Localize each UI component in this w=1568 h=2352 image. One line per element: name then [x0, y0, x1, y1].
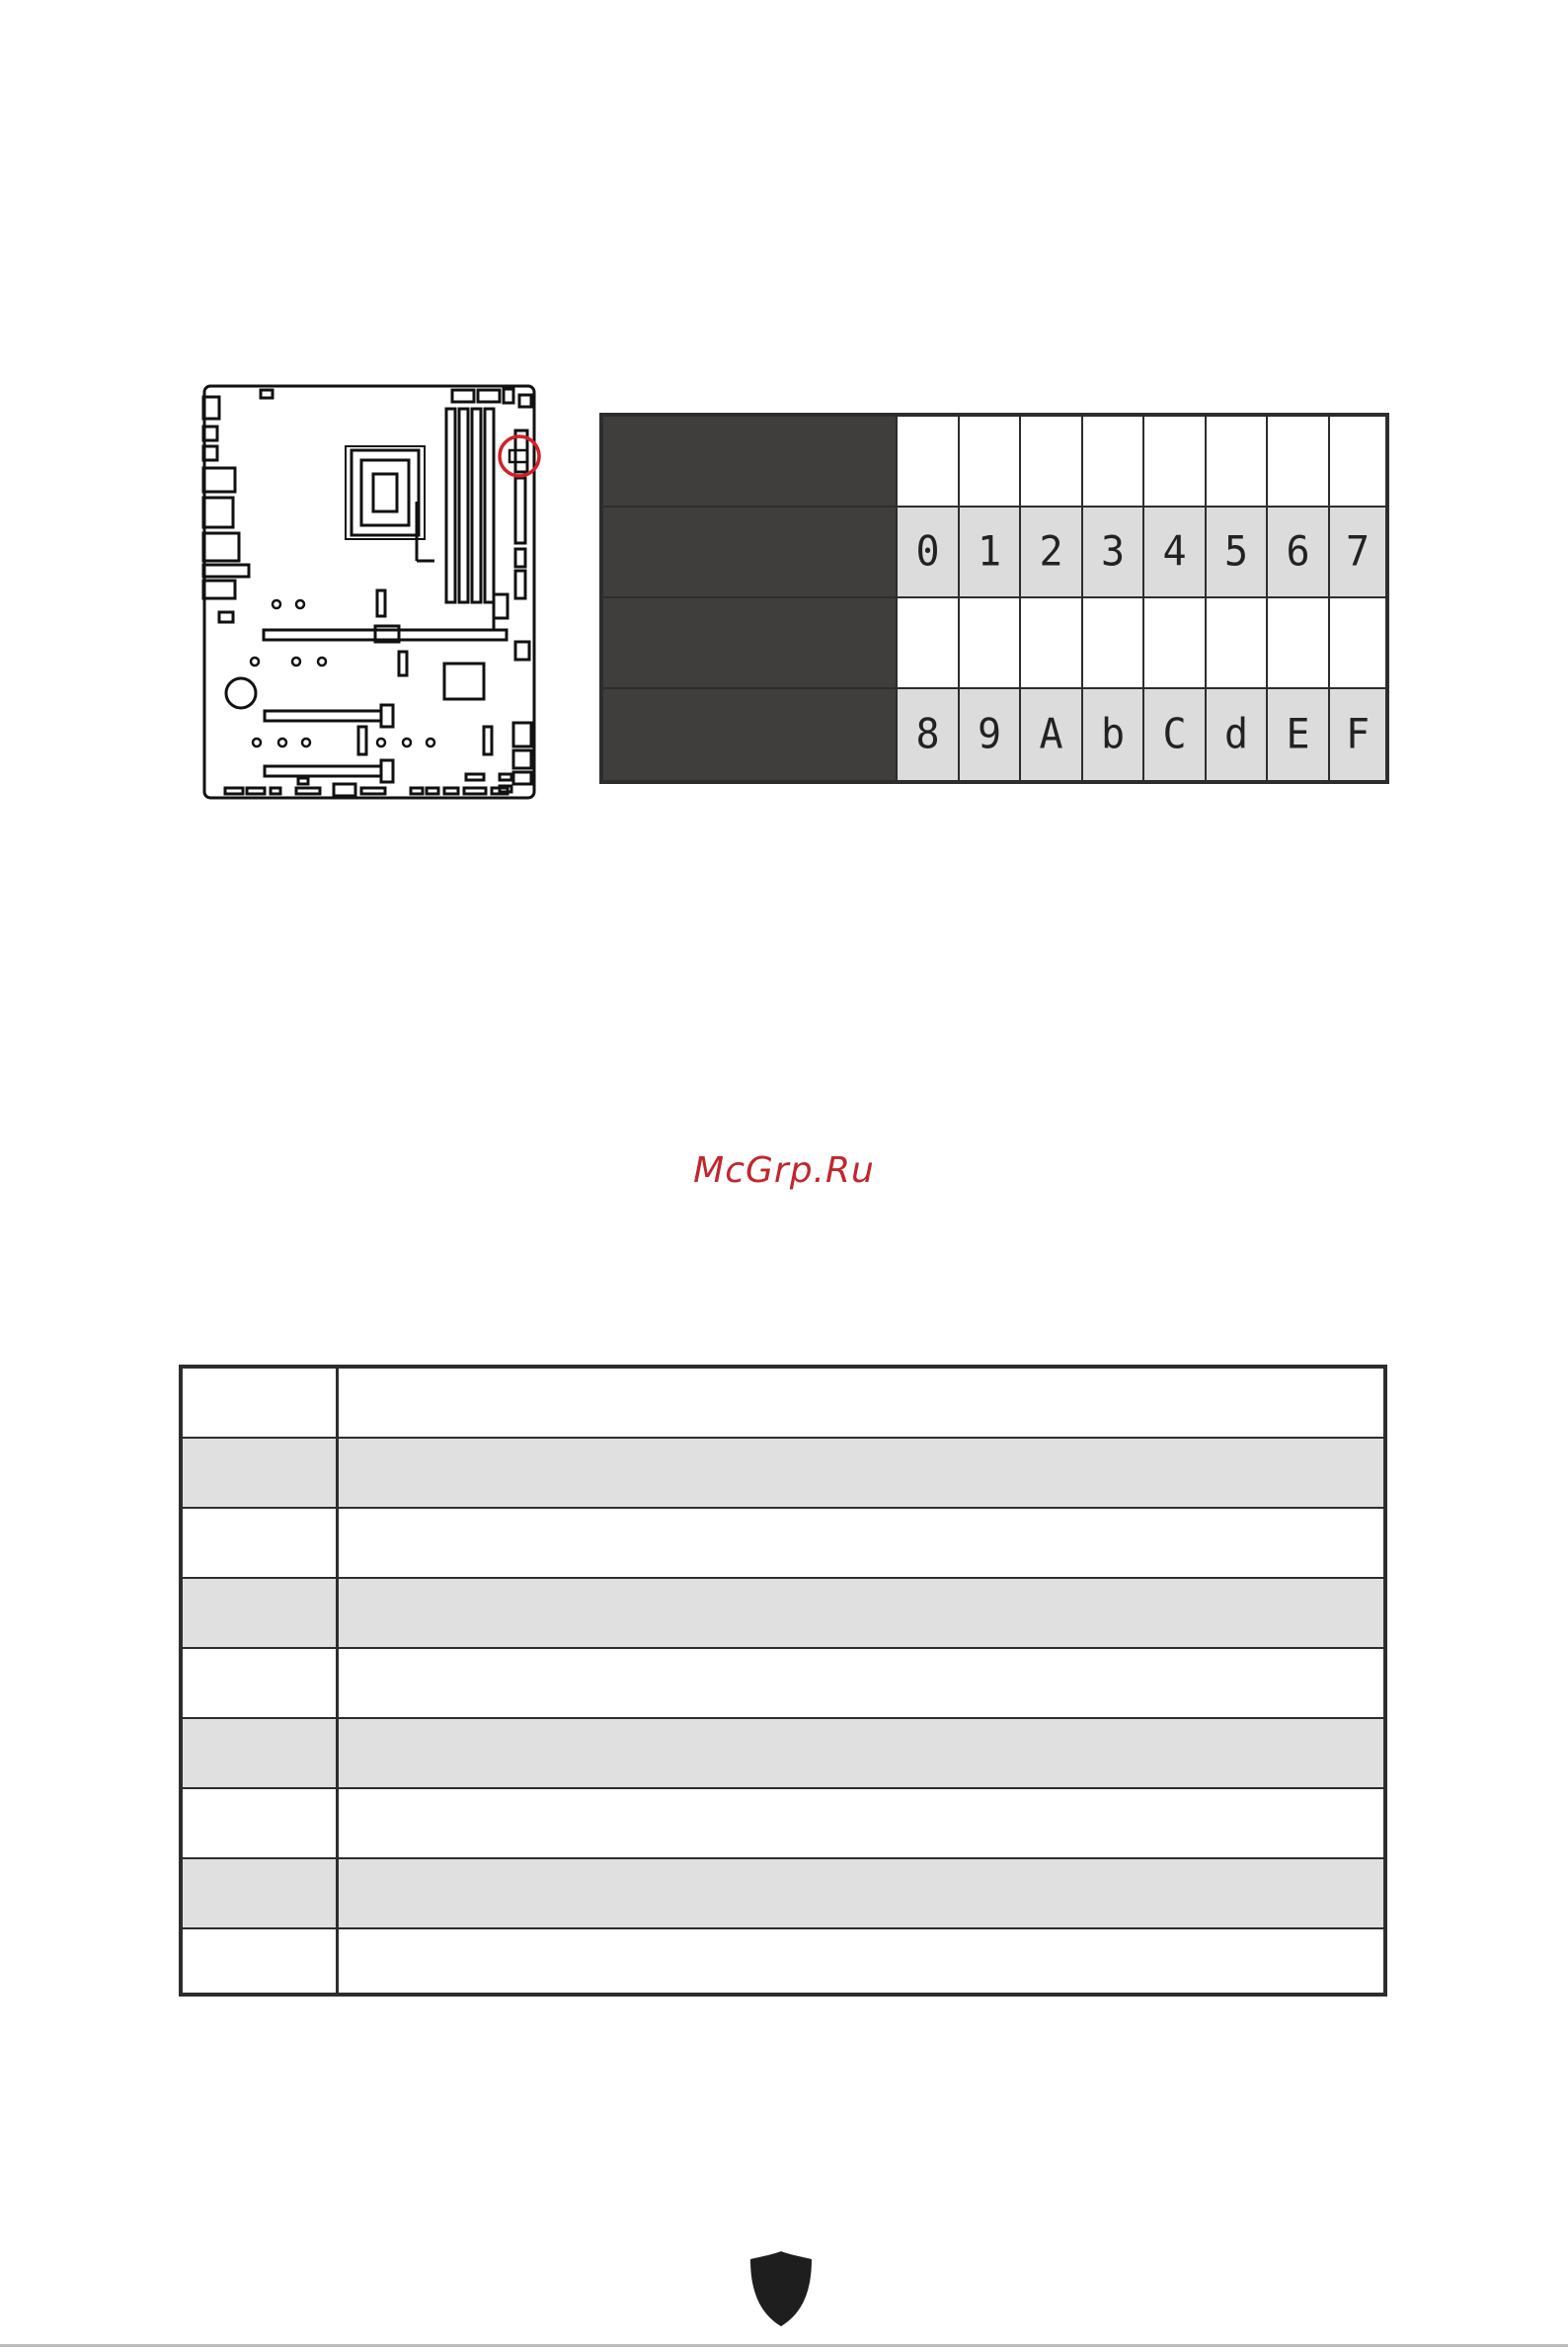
hex-digit-cell: [1328, 508, 1385, 598]
hex-digit-cell: [1142, 689, 1205, 780]
table-row: [183, 1929, 1383, 1993]
footer-rule: [0, 2344, 1568, 2347]
shield-icon: [748, 2249, 814, 2328]
hex-digit: 4: [1162, 527, 1187, 577]
hex-digit-cell: [1019, 508, 1081, 598]
hex-blank-row-1: [603, 417, 1385, 508]
table-row: [183, 1649, 1383, 1719]
hex-digit: A: [1039, 710, 1063, 759]
hex-digit-cell: [1205, 689, 1266, 780]
hex-digit: 1: [977, 527, 1002, 577]
table-row: [183, 1719, 1383, 1789]
code-description-table: [179, 1365, 1387, 1997]
table-row: [183, 1859, 1383, 1929]
hex-digit-cell: [1081, 689, 1142, 780]
hex-digit: 9: [977, 710, 1002, 759]
hex-digit-row-1: [603, 508, 1385, 598]
hex-digit: 5: [1223, 527, 1249, 577]
hex-blank-row-2: [603, 598, 1385, 689]
motherboard-diagram: [197, 383, 543, 808]
hex-digit: 8: [915, 710, 940, 759]
hex-digit-cell: [1266, 508, 1328, 598]
hex-digit-cell: [1019, 689, 1081, 780]
hex-digit-cell: [1142, 508, 1205, 598]
hex-digit: 3: [1100, 527, 1126, 577]
table-row: [183, 1509, 1383, 1579]
column-divider: [336, 1369, 339, 1993]
hex-digit-cell: [1205, 508, 1266, 598]
hex-digit-cell: [1328, 689, 1385, 780]
hex-digit-cell: [958, 508, 1019, 598]
hex-digit: 7: [1345, 527, 1371, 577]
hex-digit: E: [1286, 710, 1310, 759]
hex-digit-cell: [958, 689, 1019, 780]
hex-digit: 2: [1039, 527, 1063, 577]
hex-digit-cell: [1266, 689, 1328, 780]
hex-digit-row-2: [603, 689, 1385, 780]
hex-digit: 0: [915, 527, 940, 577]
watermark-text: McGrp.Ru: [693, 1150, 875, 1191]
hex-digit: C: [1162, 710, 1187, 759]
table-row: [183, 1579, 1383, 1649]
table-row: [183, 1439, 1383, 1509]
table-row: [183, 1369, 1383, 1439]
table-row: [183, 1789, 1383, 1859]
hex-digit: d: [1223, 710, 1249, 759]
hex-digit: F: [1345, 710, 1371, 759]
hex-digit-cell: [896, 689, 958, 780]
hex-digit: 6: [1286, 527, 1310, 577]
debug-code-hex-table: [599, 413, 1389, 784]
hex-digit-cell: [896, 508, 958, 598]
hex-digit: b: [1100, 710, 1126, 759]
hex-digit-cell: [1081, 508, 1142, 598]
